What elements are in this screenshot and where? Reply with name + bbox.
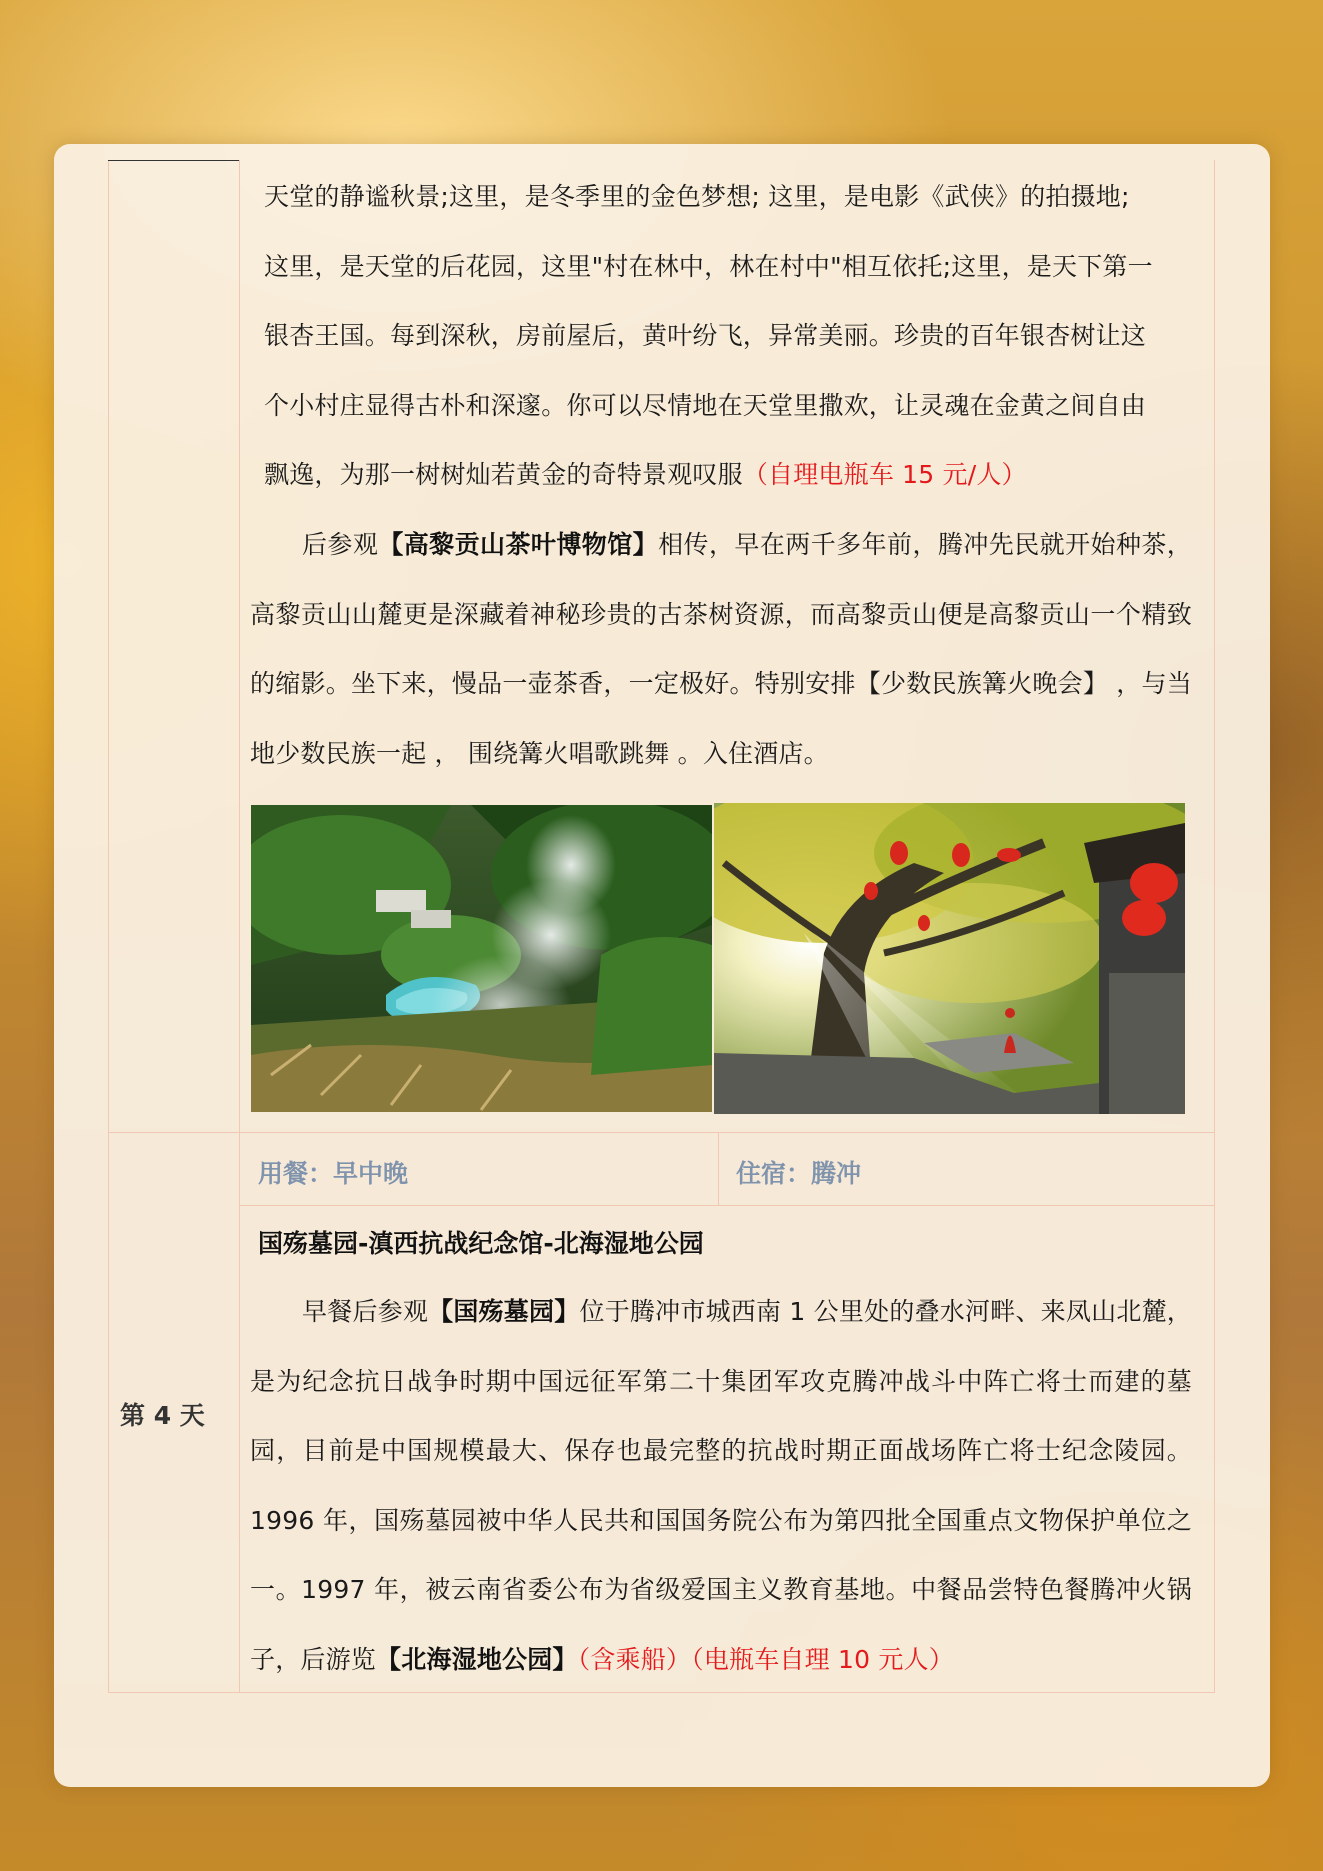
table-left-border bbox=[108, 160, 109, 1692]
day3-paragraph-2 bbox=[250, 510, 1192, 788]
day3-line-5-text: 飘逸，为那一树树灿若黄金的奇特景观叹服 bbox=[264, 460, 743, 489]
day3-line-4: 个小村庄显得古朴和深邃。你可以尽情地在天堂里撒欢，让灵魂在金黄之间自由 bbox=[264, 390, 1147, 420]
day4-para-mid: 位于腾冲市城西南 1 公里处的叠水河畔、来凤山北麓，是为纪念抗日战争时期中国远征军第二十集团军攻克腾冲战斗中阵亡将士而建的墓园，目前是中国规模最大、保存也最完整的抗战时期正面战场阵亡将士纪念陵园。1996 年，国殇墓园被中华人民共和国国务院公布为第四批全国重点文物保护单位之一。1997 年，被云南省委公布为省级爱国主义教育基地。中餐品尝特色餐腾冲火锅子，后游览 bbox=[250, 1297, 1192, 1674]
table-meals-divider bbox=[239, 1205, 1215, 1206]
beihai-wetland-name: 【北海湿地公园】 bbox=[376, 1644, 578, 1674]
day3-line-1: 天堂的静谧秋景;这里，是冬季里的金色梦想; 这里，是电影《武侠》的拍摄地; bbox=[264, 182, 1130, 211]
day4-paragraph bbox=[250, 1277, 1192, 1694]
table-meals-lodging-divider bbox=[718, 1132, 719, 1205]
day3-para2-rest: 相传，早在两千多年前，腾冲先民就开始种茶，高黎贡山山麓更是深藏着神秘珍贵的古茶树资源，而高黎贡山便是高黎贡山一个精致的缩影。坐下来，慢品一壶茶香，一定极好。特别安排【少数民族篝火晚会】 ，与当地少数民族一起 ， 围绕篝火唱歌跳舞 。入住酒店。 bbox=[250, 530, 1193, 768]
day3-para2-intro: 后参观 bbox=[302, 530, 379, 559]
day-4-label: 第 4 天 bbox=[120, 1401, 205, 1430]
boat-ebike-note: （含乘船）（电瓶车自理 10 元人） bbox=[577, 1644, 954, 1674]
day3-line-3: 银杏王国。每到深秋，房前屋后，黄叶纷飞，异常美丽。珍贵的百年银杏树让这 bbox=[264, 321, 1147, 350]
table-column-divider bbox=[239, 160, 240, 1692]
hot-spring-valley-photo bbox=[251, 805, 712, 1112]
lodging-info: 住宿：腾冲 bbox=[736, 1159, 862, 1188]
martyrs-cemetery-name: 【国殇墓园】 bbox=[428, 1297, 580, 1326]
table-row-divider-day4 bbox=[108, 1132, 1215, 1133]
hot-spring-photo-art bbox=[251, 805, 712, 1112]
meals-info: 用餐：早中晚 bbox=[258, 1159, 409, 1188]
ginkgo-photo-art bbox=[714, 803, 1185, 1114]
top-rule bbox=[108, 160, 239, 161]
ebike-fee-note: （自理电瓶车 15 元/人） bbox=[742, 460, 1027, 489]
day3-paragraph-1 bbox=[264, 162, 1192, 510]
day4-para-intro: 早餐后参观 bbox=[302, 1297, 429, 1326]
tea-museum-name: 【高黎贡山茶叶博物馆】 bbox=[378, 530, 659, 559]
day4-route-title: 国殇墓园-滇西抗战纪念馆-北海湿地公园 bbox=[258, 1229, 704, 1258]
day3-line-5 bbox=[264, 440, 1192, 510]
day3-line-2: 这里，是天堂的后花园，这里"村在林中，林在村中"相互依托;这里，是天下第一 bbox=[264, 251, 1153, 281]
table-right-border bbox=[1214, 160, 1215, 1692]
ginkgo-village-lantern-photo bbox=[714, 803, 1185, 1114]
